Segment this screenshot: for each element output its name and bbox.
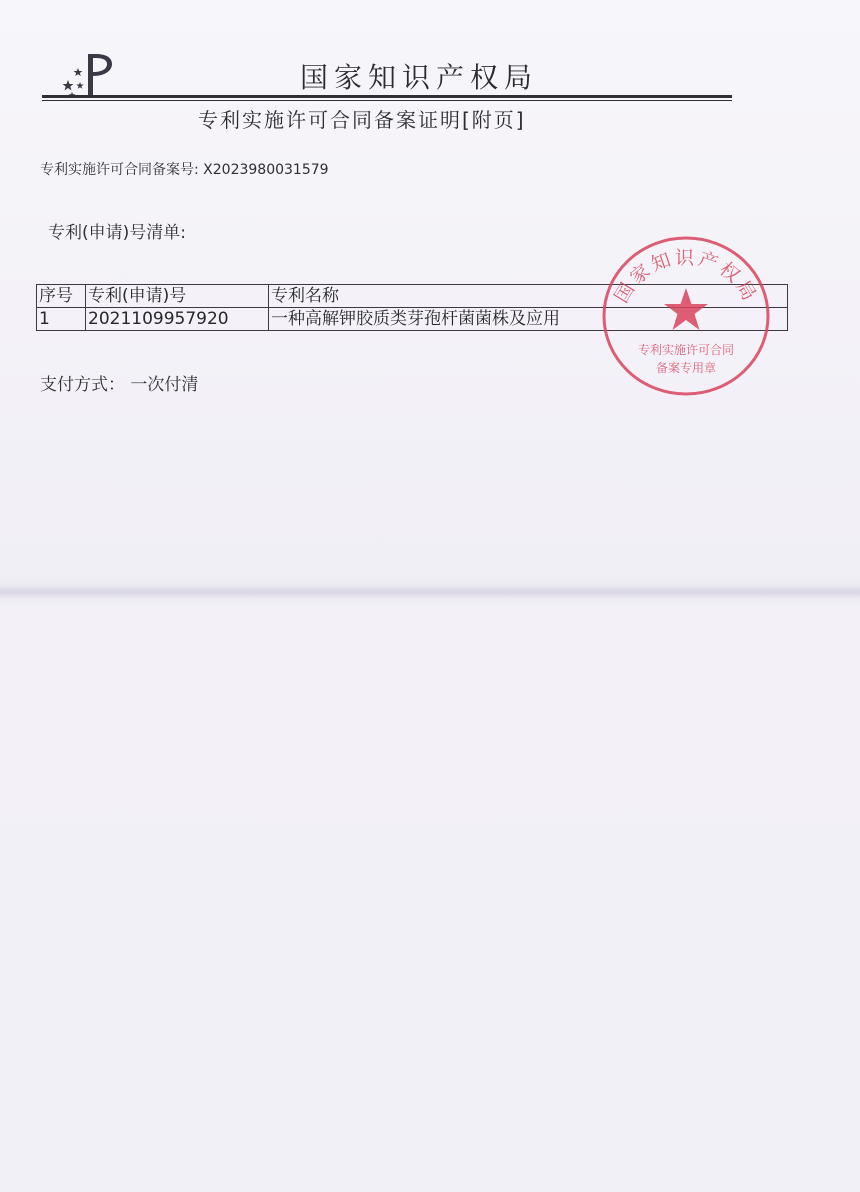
header-serial: 序号 [37, 285, 86, 308]
seal-inner-text-2: 备案专用章 [655, 361, 717, 375]
record-number-line [40, 159, 329, 179]
header-rule [42, 95, 732, 98]
payment-method-value: 一次付清 [130, 375, 199, 395]
cnipa-logo-icon [58, 50, 114, 100]
paper-fold [0, 585, 860, 599]
organization-title: 国家知识产权局 [300, 61, 539, 94]
payment-method-label: 支付方式： [40, 375, 125, 395]
header-patent-name: 专利名称 [269, 285, 788, 308]
patent-list-label: 专利(申请)号清单: [48, 223, 186, 243]
record-number-label: 专利实施许可合同备案号: [40, 162, 199, 178]
official-seal-icon [596, 230, 776, 402]
document-title: 专利实施许可合同备案证明[附页] [198, 108, 526, 132]
payment-method-line [40, 370, 198, 395]
seal-inner-text-1: 专利实施许可合同 [637, 343, 735, 357]
cell-patent-number: 2021109957920 [86, 308, 269, 331]
cell-serial: 1 [37, 308, 86, 331]
header-rule-thin [42, 100, 732, 101]
seal-outer-text: 国家知识产权局 [610, 246, 762, 307]
record-number-value: X2023980031579 [203, 162, 329, 178]
cell-patent-name: 一种高解钾胶质类芽孢杆菌菌株及应用 [269, 308, 788, 331]
header-patent-number: 专利(申请)号 [86, 285, 269, 308]
